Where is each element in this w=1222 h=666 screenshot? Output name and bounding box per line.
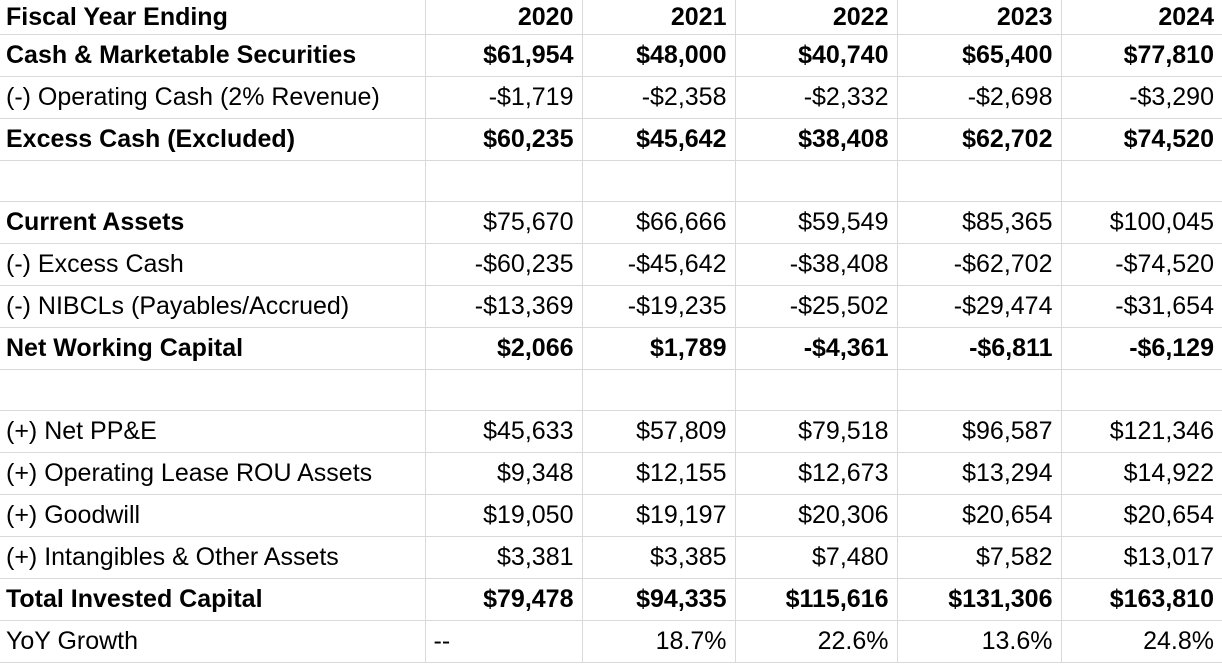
value-cell[interactable] [1061,160,1222,201]
value-cell[interactable]: -$29,474 [897,285,1061,327]
value-cell[interactable]: -$1,719 [425,76,582,118]
value-cell[interactable]: $19,197 [582,494,735,536]
table-row [0,536,1222,578]
year-header-cell[interactable]: 2020 [425,0,582,34]
value-cell[interactable]: $121,346 [1061,410,1222,452]
value-cell[interactable]: -$38,408 [735,243,897,285]
row-label-cell[interactable]: Total Invested Capital [0,578,425,620]
value-cell[interactable] [897,160,1061,201]
row-label-cell[interactable]: (-) Excess Cash [0,243,425,285]
value-cell[interactable]: $131,306 [897,578,1061,620]
value-cell[interactable]: $19,050 [425,494,582,536]
row-label-cell[interactable]: (-) Operating Cash (2% Revenue) [0,76,425,118]
row-label-cell[interactable]: Excess Cash (Excluded) [0,118,425,160]
row-label-cell[interactable]: (+) Intangibles & Other Assets [0,536,425,578]
value-cell[interactable]: $79,518 [735,410,897,452]
value-cell[interactable]: $85,365 [897,201,1061,243]
value-cell[interactable]: -$13,369 [425,285,582,327]
value-cell[interactable] [1061,369,1222,410]
value-cell[interactable]: -$2,698 [897,76,1061,118]
value-cell[interactable]: $3,385 [582,536,735,578]
table-row [0,118,1222,160]
value-cell[interactable]: $57,809 [582,410,735,452]
value-cell[interactable]: -$2,358 [582,76,735,118]
value-cell[interactable] [425,369,582,410]
value-cell[interactable]: -$31,654 [1061,285,1222,327]
value-cell[interactable]: -$19,235 [582,285,735,327]
year-header-cell[interactable]: 2021 [582,0,735,34]
row-label-cell[interactable]: (+) Net PP&E [0,410,425,452]
header-row [0,0,1222,34]
value-cell[interactable]: $59,549 [735,201,897,243]
value-cell[interactable]: 18.7% [582,620,735,662]
value-cell[interactable]: -$6,811 [897,327,1061,369]
value-cell[interactable]: $66,666 [582,201,735,243]
value-cell[interactable]: $2,066 [425,327,582,369]
value-cell[interactable]: 22.6% [735,620,897,662]
value-cell[interactable]: $1,789 [582,327,735,369]
row-label-cell[interactable] [0,160,425,201]
value-cell[interactable]: $65,400 [897,34,1061,76]
value-cell[interactable] [735,160,897,201]
year-header-cell[interactable]: 2023 [897,0,1061,34]
value-cell[interactable]: $60,235 [425,118,582,160]
table-row [0,620,1222,662]
table-row [0,34,1222,76]
value-cell[interactable]: -$60,235 [425,243,582,285]
value-cell[interactable]: -$25,502 [735,285,897,327]
row-label-cell[interactable]: Current Assets [0,201,425,243]
value-cell[interactable]: $45,642 [582,118,735,160]
table-row [0,327,1222,369]
row-label-cell[interactable]: Net Working Capital [0,327,425,369]
value-cell[interactable] [582,160,735,201]
spacer-row [0,160,1222,201]
value-cell[interactable]: $115,616 [735,578,897,620]
value-cell[interactable]: $96,587 [897,410,1061,452]
header-label-cell[interactable]: Fiscal Year Ending [0,0,425,34]
value-cell[interactable]: $14,922 [1061,452,1222,494]
value-cell[interactable]: 13.6% [897,620,1061,662]
value-cell[interactable]: $163,810 [1061,578,1222,620]
value-cell[interactable]: $79,478 [425,578,582,620]
value-cell[interactable]: -$74,520 [1061,243,1222,285]
value-cell[interactable]: -$6,129 [1061,327,1222,369]
table-row [0,201,1222,243]
value-cell[interactable]: -$2,332 [735,76,897,118]
value-cell[interactable]: $7,480 [735,536,897,578]
value-cell[interactable]: 24.8% [1061,620,1222,662]
year-header-cell[interactable]: 2022 [735,0,897,34]
value-cell[interactable]: -- [425,620,582,662]
row-label-cell[interactable]: (+) Goodwill [0,494,425,536]
value-cell[interactable] [897,369,1061,410]
table-row [0,494,1222,536]
row-label-cell[interactable]: YoY Growth [0,620,425,662]
row-label-cell[interactable]: Cash & Marketable Securities [0,34,425,76]
value-cell[interactable] [582,369,735,410]
spacer-row [0,369,1222,410]
value-cell[interactable] [735,369,897,410]
value-cell[interactable]: $74,520 [1061,118,1222,160]
value-cell[interactable]: $20,654 [1061,494,1222,536]
value-cell[interactable]: $77,810 [1061,34,1222,76]
table-row [0,452,1222,494]
value-cell[interactable] [425,160,582,201]
table-row [0,243,1222,285]
value-cell[interactable]: -$62,702 [897,243,1061,285]
value-cell[interactable]: $20,654 [897,494,1061,536]
value-cell[interactable]: -$3,290 [1061,76,1222,118]
value-cell[interactable]: $62,702 [897,118,1061,160]
table-row [0,410,1222,452]
value-cell[interactable]: $13,017 [1061,536,1222,578]
table-row [0,285,1222,327]
value-cell[interactable]: $48,000 [582,34,735,76]
value-cell[interactable]: -$4,361 [735,327,897,369]
year-header-cell[interactable]: 2024 [1061,0,1222,34]
value-cell[interactable]: $45,633 [425,410,582,452]
row-label-cell[interactable]: (-) NIBCLs (Payables/Accrued) [0,285,425,327]
value-cell[interactable]: $3,381 [425,536,582,578]
value-cell[interactable]: $20,306 [735,494,897,536]
table-row [0,578,1222,620]
value-cell[interactable]: $7,582 [897,536,1061,578]
value-cell[interactable]: $61,954 [425,34,582,76]
value-cell[interactable]: $38,408 [735,118,897,160]
value-cell[interactable]: $12,673 [735,452,897,494]
value-cell[interactable]: $40,740 [735,34,897,76]
value-cell[interactable]: $9,348 [425,452,582,494]
row-label-cell[interactable]: (+) Operating Lease ROU Assets [0,452,425,494]
value-cell[interactable]: -$45,642 [582,243,735,285]
value-cell[interactable]: $12,155 [582,452,735,494]
row-label-cell[interactable] [0,369,425,410]
value-cell[interactable]: $75,670 [425,201,582,243]
value-cell[interactable]: $94,335 [582,578,735,620]
value-cell[interactable]: $13,294 [897,452,1061,494]
value-cell[interactable]: $100,045 [1061,201,1222,243]
table-row [0,76,1222,118]
